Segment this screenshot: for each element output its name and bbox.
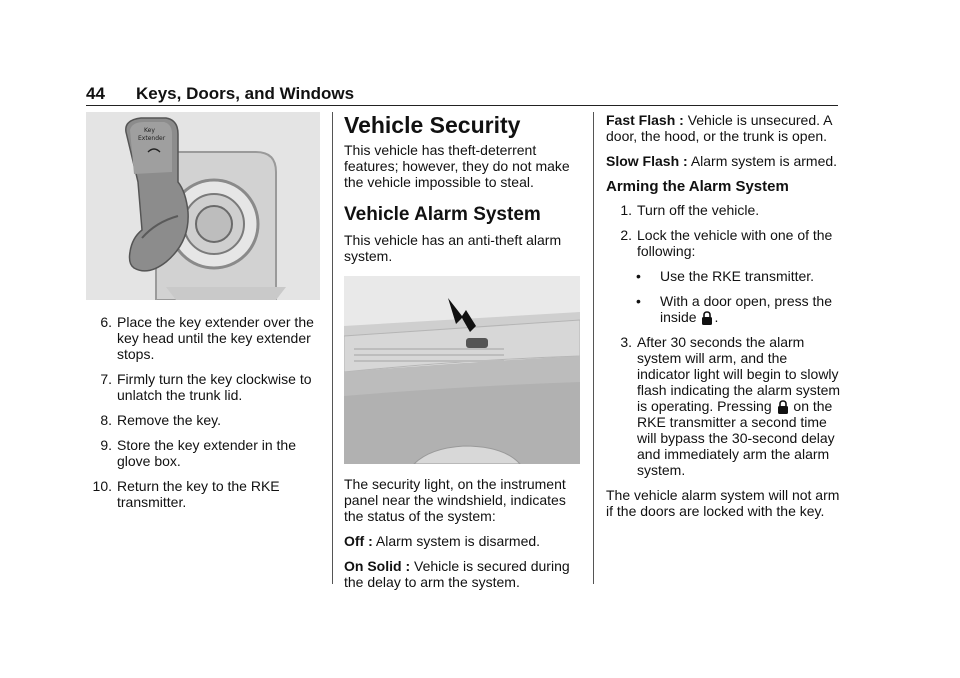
svg-text:Key: Key (144, 127, 155, 134)
svg-text:Extender: Extender (138, 135, 166, 142)
list-item: 2. Lock the vehicle with one of the following: (620, 227, 833, 259)
lock-icon (777, 400, 789, 414)
list-item: 3. After 30 seconds the alarm system will arm, and the indicator light will begin to slowly flash indicating the alarm system is operating. Pressing on the RKE transmitter a second time will bypass the 30-second delay and immediately arm the alarm system. (620, 334, 841, 478)
list-item: 9. Store the key extender in the glove box. (100, 437, 296, 469)
windshield-security-light-illustration (344, 276, 580, 464)
heading-arming-alarm: Arming the Alarm System (606, 178, 789, 195)
column-divider-2 (593, 112, 594, 584)
key-extender-illustration (86, 112, 320, 300)
key-extender-drawing (86, 112, 320, 300)
column-divider-1 (332, 112, 333, 584)
security-light-description: The security light, on the instrument panel near the windshield, indicates the status of the system: (344, 476, 566, 524)
heading-vehicle-alarm-system: Vehicle Alarm System (344, 204, 541, 225)
bullet-item: • Use the RKE transmitter. (636, 268, 815, 284)
dashboard-drawing (344, 276, 580, 464)
status-on-solid: On Solid : Vehicle is secured during the delay to arm the system. (344, 558, 570, 590)
list-item: 8. Remove the key. (100, 412, 222, 428)
list-item: 10. Return the key to the RKE transmitter. (92, 478, 280, 510)
security-intro: This vehicle has theft-deterrent features; however, they do not make the vehicle impossible to steal. (344, 142, 570, 190)
alarm-intro: This vehicle has an anti-theft alarm system. (344, 232, 562, 264)
bullet-item: • With a door open, press the inside . (636, 293, 832, 325)
page-header (86, 84, 838, 106)
column-1 (86, 112, 320, 519)
column-2 (344, 112, 580, 599)
section-title: Keys, Doors, and Windows (136, 84, 355, 103)
list-item: 7. Firmly turn the key clockwise to unlatch the trunk lid. (100, 371, 312, 403)
list-item: 6. Place the key extender over the key head until the key extender stops. (100, 314, 314, 362)
list-item: 1. Turn off the vehicle. (620, 202, 760, 218)
trunk-steps-list (86, 314, 320, 510)
lock-icon (701, 311, 713, 325)
heading-vehicle-security: Vehicle Security (344, 112, 521, 138)
page-number: 44 (86, 84, 105, 103)
status-slow-flash: Slow Flash : Alarm system is armed. (606, 153, 838, 169)
status-fast-flash: Fast Flash : Vehicle is unsecured. A door, the hood, or the trunk is open. (606, 112, 832, 144)
closing-note: The vehicle alarm system will not arm if the doors are locked with the key. (606, 487, 840, 519)
status-off: Off : Alarm system is disarmed. (344, 533, 541, 549)
column-3 (606, 112, 842, 528)
